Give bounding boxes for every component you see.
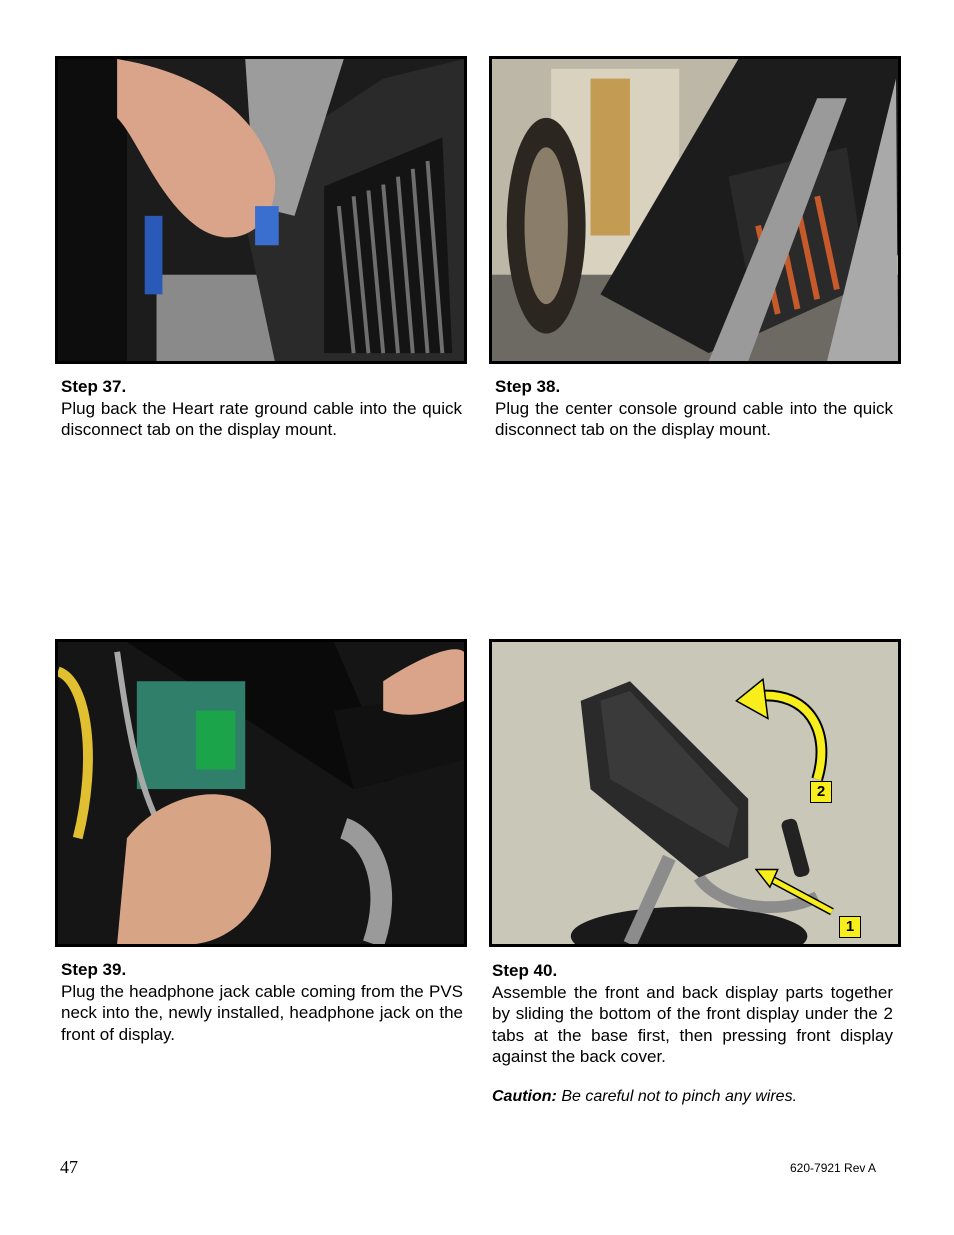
caution-text: Be careful not to pinch any wires. [561, 1088, 798, 1105]
step39-body: Plug the headphone jack cable coming from the PVS neck into the, newly installed, headphone jack on the front of display. [61, 981, 463, 1044]
callout-1: 1 [839, 916, 861, 938]
step39-title: Step 39. [61, 960, 127, 979]
step40-photo [489, 639, 901, 947]
document-number: 620-7921 Rev A [790, 1161, 877, 1175]
caution-note [492, 1088, 797, 1106]
step37-title: Step 37. [61, 377, 127, 396]
step37-photo [55, 56, 467, 364]
step39-text [61, 959, 463, 1045]
step38-title: Step 38. [495, 377, 561, 396]
callout-2: 2 [810, 781, 832, 803]
step37-body: Plug back the Heart rate ground cable into the quick disconnect tab on the display mount. [61, 398, 462, 439]
page-number: 47 [60, 1157, 78, 1177]
step38-body: Plug the center console ground cable into the quick disconnect tab on the display mount. [495, 398, 893, 439]
callout-arrows [492, 642, 898, 944]
step39-photo [55, 639, 467, 947]
step38-text [495, 376, 893, 441]
step40-title: Step 40. [492, 961, 558, 980]
step37-text [61, 376, 462, 441]
step40-text [492, 960, 893, 1068]
step38-photo [489, 56, 901, 364]
caution-label: Caution: [492, 1088, 557, 1105]
step40-body: Assemble the front and back display parts together by sliding the bottom of the front display under the 2 tabs at the base first, then pressing front display against the back cover. [492, 982, 893, 1066]
